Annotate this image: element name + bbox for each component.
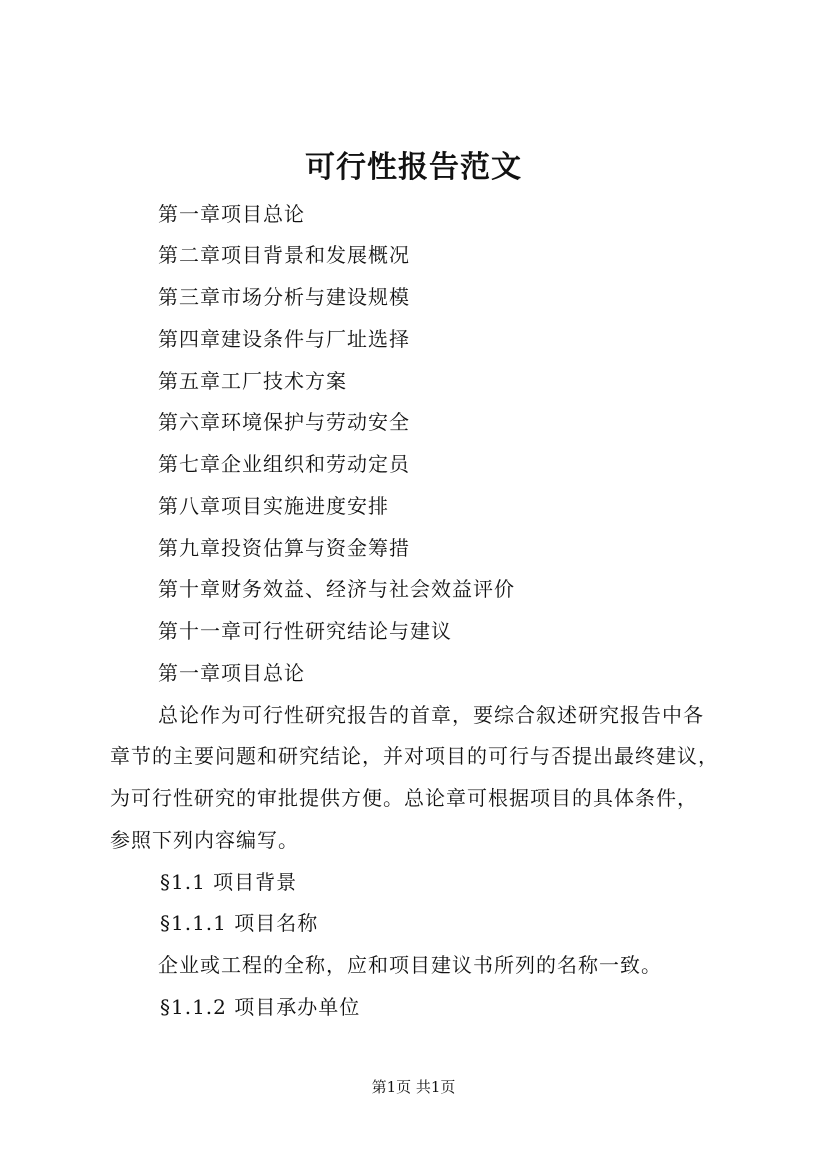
toc-item-10: 第十章财务效益、经济与社会效益评价: [158, 577, 515, 601]
toc-item-9: 第九章投资估算与资金筹措: [158, 536, 410, 560]
section-1-1: §1.1 项目背景: [160, 870, 298, 894]
paragraph-line-4: 参照下列内容编写。: [110, 828, 299, 852]
toc-item-11: 第十一章可行性研究结论与建议: [158, 619, 452, 643]
paragraph-line-3: 为可行性研究的审批提供方便。总论章可根据项目的具体条件，: [110, 786, 698, 810]
toc-item-3: 第三章市场分析与建设规模: [158, 285, 410, 309]
paragraph-line-2: 章节的主要问题和研究结论，并对项目的可行与否提出最终建议，: [110, 744, 719, 768]
chapter-heading: 第一章项目总论: [158, 661, 305, 685]
section-1-1-2: §1.1.2 项目承办单位: [160, 995, 361, 1019]
toc-item-7: 第七章企业组织和劳动定员: [158, 452, 410, 476]
toc-item-2: 第二章项目背景和发展概况: [158, 243, 410, 267]
paragraph-line-1: 总论作为可行性研究报告的首章，要综合叙述研究报告中各: [158, 703, 704, 727]
toc-item-8: 第八章项目实施进度安排: [158, 494, 389, 518]
document-title: 可行性报告范文: [305, 150, 522, 185]
section-1-1-1-text: 企业或工程的全称，应和项目建议书所列的名称一致。: [158, 953, 662, 977]
page-footer: 第1页 共1页: [371, 1078, 456, 1096]
toc-item-4: 第四章建设条件与厂址选择: [158, 327, 410, 351]
toc-item-1: 第一章项目总论: [158, 202, 305, 226]
toc-item-5: 第五章工厂技术方案: [158, 369, 347, 393]
toc-item-6: 第六章环境保护与劳动安全: [158, 410, 410, 434]
section-1-1-1: §1.1.1 项目名称: [160, 911, 319, 935]
